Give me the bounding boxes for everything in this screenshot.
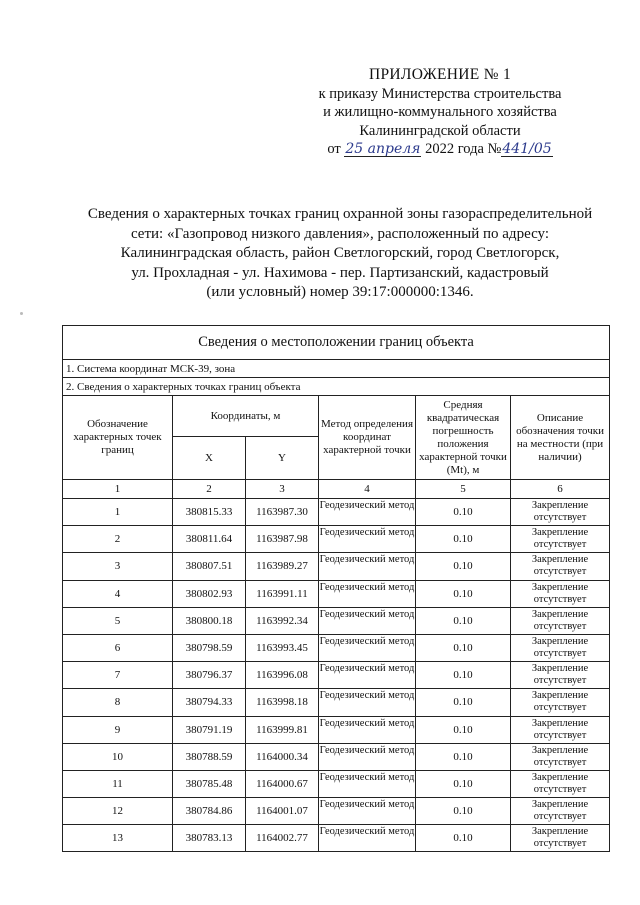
cell-x: 380811.64 [173, 526, 246, 553]
col-number-2: 2 [173, 480, 246, 499]
cell-point-number: 1 [63, 499, 173, 526]
table-row [63, 770, 610, 797]
cell-description: Закрепление отсутствует [511, 798, 610, 825]
cell-error: 0.10 [416, 662, 511, 689]
cell-point-number: 8 [63, 689, 173, 716]
appendix-block [300, 66, 580, 159]
header-x: X [173, 437, 246, 480]
cell-method: Геодезический метод [319, 526, 416, 553]
handwritten-order-number: 441/05 [502, 141, 552, 157]
cell-y: 1163998.18 [246, 689, 319, 716]
cell-error: 0.10 [416, 634, 511, 661]
cell-point-number: 10 [63, 743, 173, 770]
cell-method: Геодезический метод [319, 662, 416, 689]
cell-y: 1163989.27 [246, 553, 319, 580]
cell-y: 1163996.08 [246, 662, 319, 689]
heading-line-2: сети: «Газопровод низкого давления», расположенный по адресу: [130, 225, 550, 242]
cell-method: Геодезический метод [319, 716, 416, 743]
cell-point-number: 4 [63, 580, 173, 607]
table-row [63, 634, 610, 661]
table-row [63, 499, 610, 526]
cell-description: Закрепление отсутствует [511, 716, 610, 743]
cell-method: Геодезический метод [319, 553, 416, 580]
cell-y: 1164000.34 [246, 743, 319, 770]
header-method: Метод определения координат характерной точки [319, 396, 416, 480]
cell-description: Закрепление отсутствует [511, 770, 610, 797]
cell-x: 380784.86 [173, 798, 246, 825]
cell-y: 1163987.98 [246, 526, 319, 553]
cell-method: Геодезический метод [319, 798, 416, 825]
cell-description: Закрепление отсутствует [511, 743, 610, 770]
cell-description: Закрепление отсутствует [511, 499, 610, 526]
cell-y: 1163992.34 [246, 607, 319, 634]
col-number-6: 6 [511, 480, 610, 499]
col-number-1: 1 [63, 480, 173, 499]
cell-method: Геодезический метод [319, 689, 416, 716]
appendix-line-3: Калининградской области [359, 122, 521, 139]
table-row [63, 662, 610, 689]
appendix-line-2: и жилищно-коммунального хозяйства [323, 104, 557, 120]
cell-y: 1164001.07 [246, 798, 319, 825]
table-title: Сведения о местоположении границ объекта [63, 326, 610, 360]
header-coords: Координаты, м [173, 396, 319, 437]
header-description: Описание обозначения точки на местности (при наличии) [511, 396, 610, 480]
cell-method: Геодезический метод [319, 607, 416, 634]
cell-error: 0.10 [416, 770, 511, 797]
cell-description: Закрепление отсутствует [511, 553, 610, 580]
cell-y: 1163999.81 [246, 716, 319, 743]
cell-point-number: 11 [63, 770, 173, 797]
cell-error: 0.10 [416, 825, 511, 852]
table-row [63, 580, 610, 607]
table-row [63, 716, 610, 743]
cell-error: 0.10 [416, 499, 511, 526]
section-title: 2. Сведения о характерных точках границ объекта [63, 378, 610, 396]
cell-x: 380798.59 [173, 634, 246, 661]
cell-error: 0.10 [416, 798, 511, 825]
heading-line-3: Калининградская область, район Светлогорский, город Светлогорск, [120, 245, 560, 261]
cell-method: Геодезический метод [319, 743, 416, 770]
table-row [63, 607, 610, 634]
cell-point-number: 2 [63, 526, 173, 553]
heading-line-5: (или условный) номер 39:17:000000:1346. [206, 284, 474, 300]
heading-line-4: ул. Прохладная - ул. Нахимова - пер. Партизанский, кадастровый [131, 264, 549, 281]
cell-x: 380800.18 [173, 607, 246, 634]
heading-line-1: Сведения о характерных точках границ охранной зоны газораспределительной [87, 206, 593, 222]
coordinate-system: 1. Система координат МСК-39, зона [63, 360, 610, 378]
header-error: Средняя квадратическая погрешность положения характерной точки (Mt), м [416, 396, 511, 480]
cell-point-number: 9 [63, 716, 173, 743]
cell-error: 0.10 [416, 716, 511, 743]
cell-description: Закрепление отсутствует [511, 580, 610, 607]
cell-error: 0.10 [416, 607, 511, 634]
cell-error: 0.10 [416, 526, 511, 553]
cell-x: 380796.37 [173, 662, 246, 689]
cell-error: 0.10 [416, 580, 511, 607]
cell-error: 0.10 [416, 553, 511, 580]
cell-error: 0.10 [416, 743, 511, 770]
cell-point-number: 7 [63, 662, 173, 689]
cell-x: 380802.93 [173, 580, 246, 607]
table-row [63, 553, 610, 580]
cell-x: 380783.13 [173, 825, 246, 852]
cell-point-number: 6 [63, 634, 173, 661]
table-row [63, 689, 610, 716]
cell-point-number: 5 [63, 607, 173, 634]
cell-y: 1164000.67 [246, 770, 319, 797]
col-number-4: 4 [319, 480, 416, 499]
appendix-line-1: к приказу Министерства строительства [318, 85, 562, 102]
cell-x: 380815.33 [173, 499, 246, 526]
table-row [63, 825, 610, 852]
cell-method: Геодезический метод [319, 770, 416, 797]
cell-x: 380794.33 [173, 689, 246, 716]
cell-x: 380788.59 [173, 743, 246, 770]
scan-speck [20, 312, 23, 315]
appendix-title: ПРИЛОЖЕНИЕ № 1 [368, 66, 512, 83]
cell-x: 380791.19 [173, 716, 246, 743]
cell-method: Геодезический метод [319, 580, 416, 607]
header-point: Обозначение характерных точек границ [63, 396, 173, 480]
cell-y: 1163993.45 [246, 634, 319, 661]
document-heading [70, 205, 610, 303]
cell-point-number: 13 [63, 825, 173, 852]
cell-y: 1164002.77 [246, 825, 319, 852]
table-row [63, 798, 610, 825]
cell-description: Закрепление отсутствует [511, 662, 610, 689]
cell-description: Закрепление отсутствует [511, 634, 610, 661]
cell-description: Закрепление отсутствует [511, 689, 610, 716]
cell-method: Геодезический метод [319, 499, 416, 526]
cell-point-number: 3 [63, 553, 173, 580]
cell-method: Геодезический метод [319, 825, 416, 852]
boundary-points-table [62, 325, 610, 852]
cell-x: 380785.48 [173, 770, 246, 797]
date-year: 2022 года № [425, 141, 502, 157]
cell-error: 0.10 [416, 689, 511, 716]
date-prefix: от [327, 141, 341, 157]
cell-description: Закрепление отсутствует [511, 526, 610, 553]
cell-y: 1163987.30 [246, 499, 319, 526]
handwritten-date: 25 апреля [345, 141, 421, 157]
cell-point-number: 12 [63, 798, 173, 825]
cell-y: 1163991.11 [246, 580, 319, 607]
col-number-3: 3 [246, 480, 319, 499]
cell-x: 380807.51 [173, 553, 246, 580]
table-row [63, 743, 610, 770]
cell-description: Закрепление отсутствует [511, 607, 610, 634]
appendix-date-line [300, 140, 580, 159]
cell-method: Геодезический метод [319, 634, 416, 661]
col-number-5: 5 [416, 480, 511, 499]
table-row [63, 526, 610, 553]
cell-description: Закрепление отсутствует [511, 825, 610, 852]
header-y: Y [246, 437, 319, 480]
